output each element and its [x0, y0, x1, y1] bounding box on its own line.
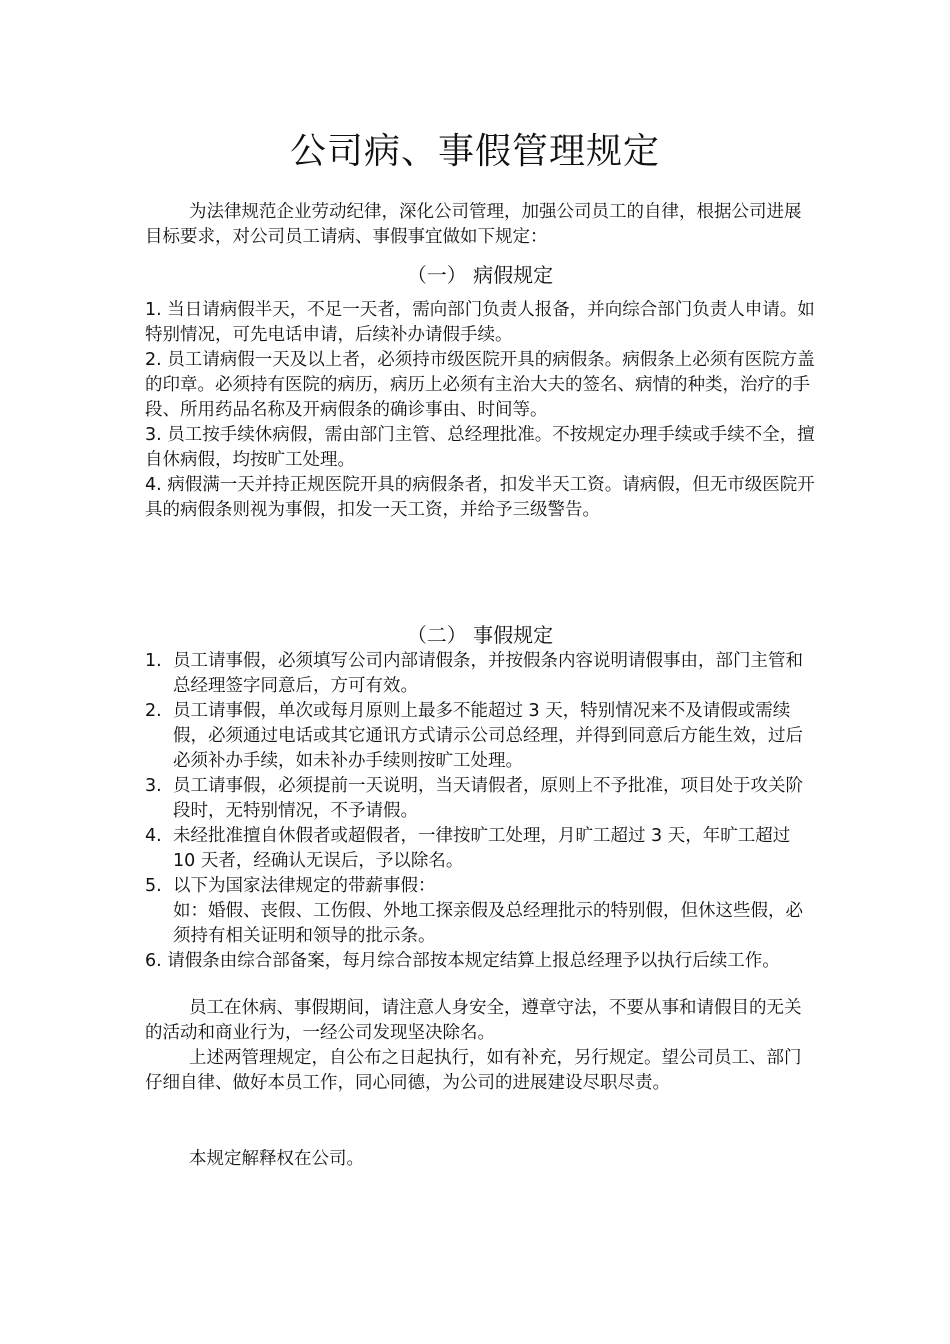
item-text: 员工请事假，必须提前一天说明，当天请假者，原则上不予批准，项目处于攻关阶段时，无特别情况，不予请假。 [173, 776, 803, 821]
closing-paragraph-effective: 上述两管理规定，自公布之日起执行，如有补充，另行规定。望公司员工、部门仔细自律、做好本员工作，同心同德，为公司的进展建设尽职尽责。 [145, 1048, 802, 1093]
item-number: 4. [145, 826, 162, 846]
closing-section [145, 996, 815, 1096]
item-number: 1. [145, 651, 162, 671]
item-text: 员工请事假，必须填写公司内部请假条，并按假条内容说明请假事由，部门主管和总经理签字同意后，方可有效。 [173, 651, 803, 696]
item-number: 3. [145, 776, 162, 796]
personal-leave-item-6: 6. 请假条由综合部备案，每月综合部按本规定结算上报总经理予以执行后续工作。 [145, 951, 780, 971]
item-text: 未经批准擅自休假者或超假者，一律按旷工处理，月旷工超过 3 天，年旷工超过 10 天者，经确认无误后，予以除名。 [173, 826, 791, 871]
sick-leave-item-4: 4. 病假满一天并持正规医院开具的病假条者，扣发半天工资。请病假，但无市级医院开具的病假条则视为事假，扣发一天工资，并给予三级警告。 [145, 475, 815, 520]
item-text: 如：婚假、丧假、工伤假、外地工探亲假及总经理批示的特别假，但休这些假，必须持有相关证明和领导的批示条。 [173, 901, 803, 946]
personal-leave-item-2 [145, 699, 815, 774]
personal-leave-heading: （二） 事假规定 [406, 623, 554, 647]
sick-leave-list [145, 298, 815, 523]
personal-leave-item-5 [145, 874, 815, 899]
sick-leave-item-2: 2. 员工请病假一天及以上者，必须持市级医院开具的病假条。病假条上必须有医院方盖的印章。必须持有医院的病历，病历上必须有主治大夫的签名、病情的种类，治疗的手段、所用药品名称及开病假条的确诊事由、时间等。 [145, 350, 815, 420]
intro-paragraph: 为法律规范企业劳动纪律，深化公司管理，加强公司员工的自律，根据公司进展目标要求，对公司员工请病、事假事宜做如下规定： [145, 202, 802, 247]
item-number: 5. [145, 876, 162, 896]
sick-leave-heading: （一） 病假规定 [406, 263, 554, 287]
personal-leave-item-3 [145, 774, 815, 824]
personal-leave-item-4 [145, 824, 815, 874]
interpretation-note: 本规定解释权在公司。 [189, 1149, 364, 1169]
personal-leave-item-1 [145, 649, 815, 699]
personal-leave-item-5-detail [145, 899, 815, 949]
sick-leave-item-3: 3. 员工按手续休病假，需由部门主管、总经理批准。不按规定办理手续或手续不全，擅自休病假，均按旷工处理。 [145, 425, 815, 470]
item-text: 以下为国家法律规定的带薪事假： [173, 876, 436, 896]
personal-leave-list [145, 649, 815, 974]
sick-leave-item-1: 1. 当日请病假半天，不足一天者，需向部门负责人报备，并向综合部门负责人申请。如特别情况，可先电话申请，后续补办请假手续。 [145, 300, 815, 345]
document-title: 公司病、事假管理规定 [289, 131, 660, 172]
closing-paragraph-safety: 员工在休病、事假期间，请注意人身安全，遵章守法，不要从事和请假目的无关的活动和商业行为，一经公司发现坚决除名。 [145, 998, 802, 1043]
item-text: 员工请事假，单次或每月原则上最多不能超过 3 天，特别情况来不及请假或需续假，必须通过电话或其它通讯方式请示公司总经理，并得到同意后方能生效，过后必须补办手续，如未补办手续则按旷工处理。 [173, 701, 803, 771]
item-number: 2. [145, 701, 162, 721]
